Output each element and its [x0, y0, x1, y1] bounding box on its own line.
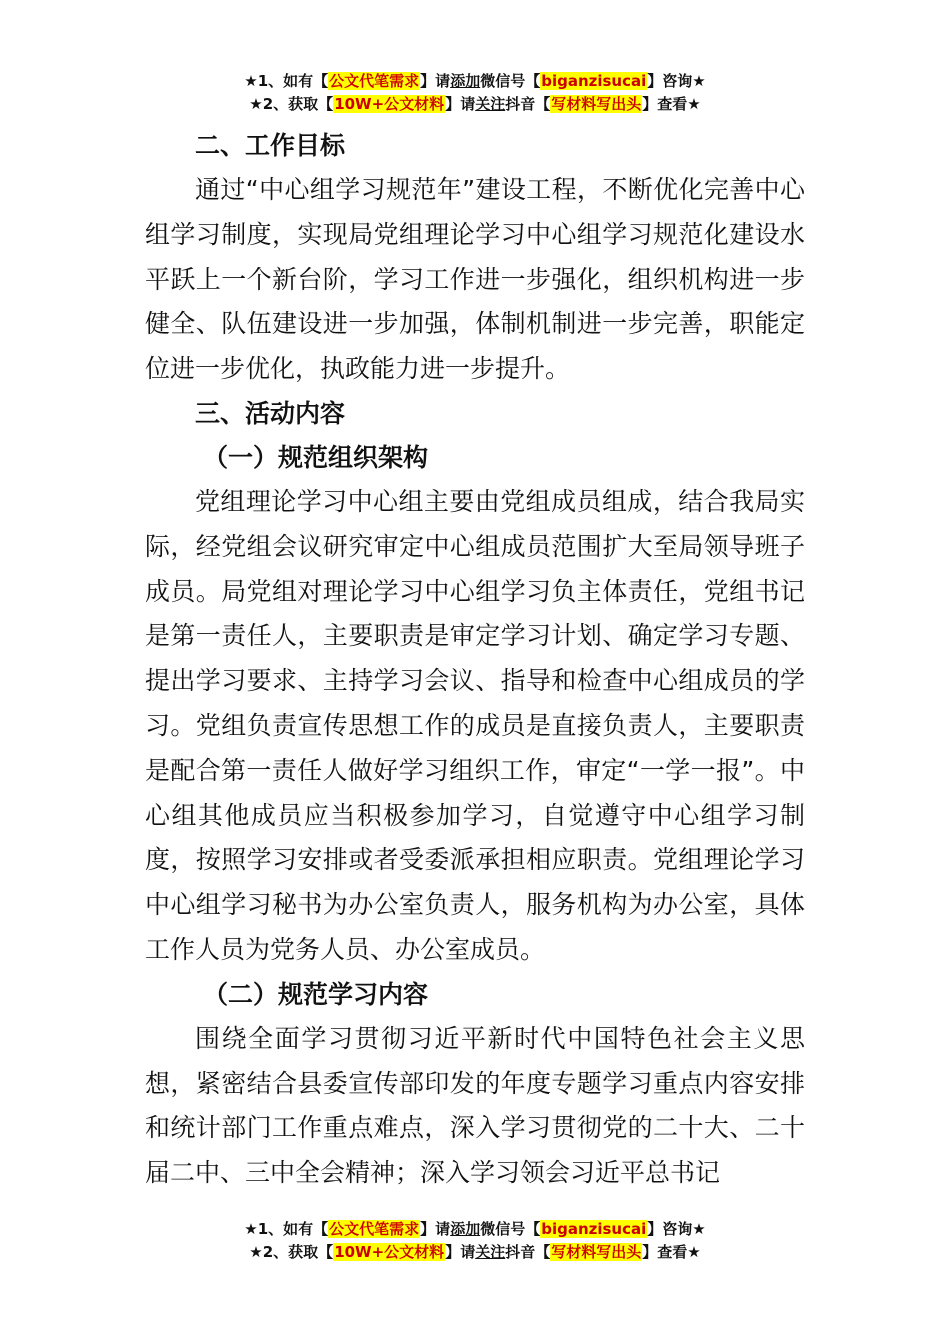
banner-text: 】请 — [445, 1243, 476, 1261]
banner-underline: 关注 — [475, 1243, 506, 1261]
paragraph-study-content: 围绕全面学习贯彻习近平新时代中国特色社会主义思想，紧密结合县委宣传部印发的年度专题学习重点内容安排和统计部门工作重点难点，深入学习贯彻党的二十大、二十届二中、三中全会精神；深入学习领会习近平总书记 — [145, 1023, 805, 1188]
banner-text: 】请 — [445, 95, 476, 113]
banner-text: 】查看★ — [642, 1243, 701, 1261]
banner-highlight: biganzisucai — [541, 1220, 647, 1238]
banner-line-2 — [0, 1241, 950, 1264]
banner-text: 微信号【 — [480, 1220, 541, 1238]
bottom-banner — [0, 1218, 950, 1264]
top-banner — [0, 70, 950, 116]
paragraph-work-goal: 通过“中心组学习规范年”建设工程，不断优化完善中心组学习制度，实现局党组理论学习中心组学习规范化建设水平跃上一个新台阶，学习工作进一步强化，组织机构进一步健全、队伍建设进一步加强，体制机制进一步完善，职能定位进一步优化，执政能力进一步提升。 — [145, 175, 805, 384]
banner-line-1 — [0, 1218, 950, 1241]
banner-text: 微信号【 — [480, 72, 541, 90]
banner-text: 】咨询★ — [647, 1220, 706, 1238]
banner-text: 】请 — [420, 1220, 451, 1238]
banner-text: ★1、如有【 — [244, 72, 329, 90]
banner-line-2 — [0, 93, 950, 116]
banner-highlight: 写材料写出头 — [551, 1243, 642, 1261]
banner-text: ★1、如有【 — [244, 1220, 329, 1238]
banner-highlight: 公文代笔需求 — [329, 72, 420, 90]
banner-text: 】咨询★ — [647, 72, 706, 90]
heading-org-structure: （一）规范组织架构 — [203, 442, 429, 472]
banner-underline: 关注 — [475, 95, 506, 113]
banner-highlight: 10W+公文材料 — [334, 1243, 445, 1261]
banner-underline: 添加 — [450, 1220, 481, 1238]
banner-highlight: 10W+公文材料 — [334, 95, 445, 113]
banner-text: 】请 — [420, 72, 451, 90]
banner-highlight: biganzisucai — [541, 72, 647, 90]
banner-text: 】查看★ — [642, 95, 701, 113]
banner-text: 抖音【 — [505, 1243, 551, 1261]
document-body — [145, 124, 805, 1196]
heading-study-content: （二）规范学习内容 — [203, 979, 429, 1009]
heading-activity-content: 三、活动内容 — [195, 398, 346, 428]
banner-text: ★2、获取【 — [249, 1243, 334, 1261]
paragraph-org-structure: 党组理论学习中心组主要由党组成员组成，结合我局实际，经党组会议研究审定中心组成员范围扩大至局领导班子成员。局党组对理论学习中心组学习负主体责任，党组书记是第一责任人，主要职责是审定学习计划、确定学习专题、提出学习要求、主持学习会议、指导和检查中心组成员的学习。党组负责宣传思想工作的成员是直接负责人，主要职责是配合第一责任人做好学习组织工作，审定“一学一报”。中心组其他成员应当积极参加学习，自觉遵守中心组学习制度，按照学习安排或者受委派承担相应职责。党组理论学习中心组学习秘书为办公室负责人，服务机构为办公室，具体工作人员为党务人员、办公室成员。 — [145, 486, 805, 964]
banner-text: ★2、获取【 — [249, 95, 334, 113]
heading-work-goal: 二、工作目标 — [195, 131, 346, 160]
banner-text: 抖音【 — [505, 95, 551, 113]
banner-line-1 — [0, 70, 950, 93]
banner-underline: 添加 — [450, 72, 481, 90]
banner-highlight: 写材料写出头 — [551, 95, 642, 113]
banner-highlight: 公文代笔需求 — [329, 1220, 420, 1238]
